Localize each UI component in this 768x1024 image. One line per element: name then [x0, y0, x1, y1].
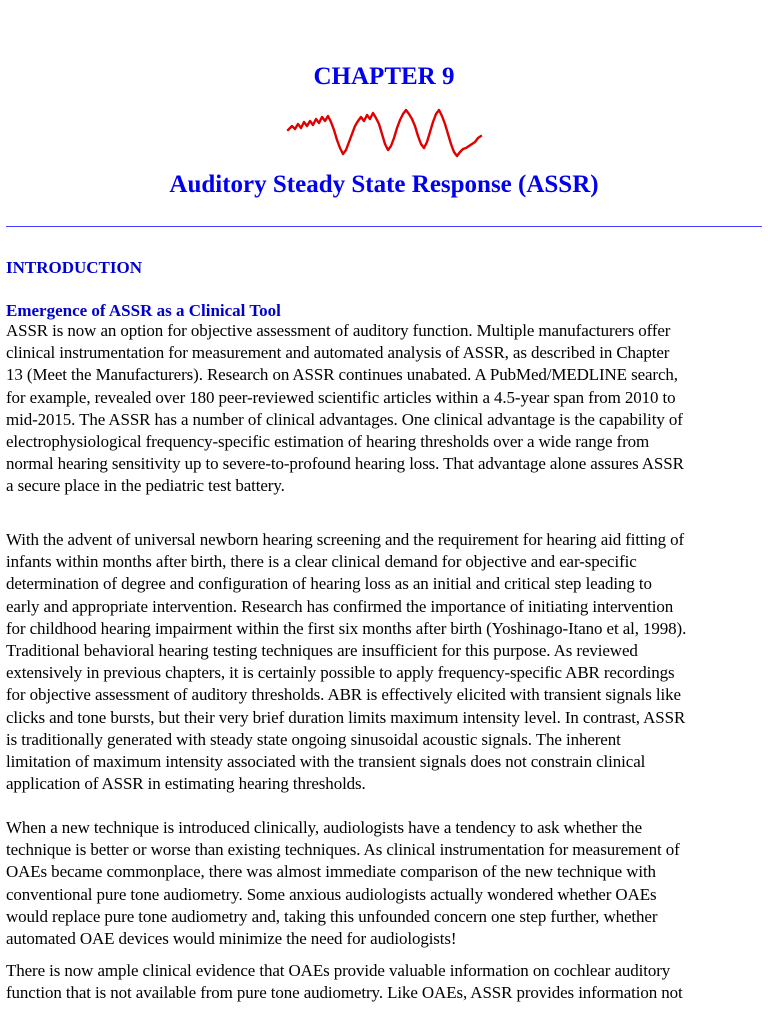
paragraph-line: 13 (Meet the Manufacturers). Research on ASSR continues unabated. A PubMed/MEDLINE search, — [6, 365, 678, 385]
paragraph-line: With the advent of universal newborn hearing screening and the requirement for hearing aid fitting of — [6, 530, 685, 549]
section-heading: INTRODUCTION — [6, 258, 143, 277]
paragraph-line: Traditional behavioral hearing testing techniques are insufficient for this purpose. As reviewed — [6, 641, 638, 661]
paragraph-line: limitation of maximum intensity associated with the transient signals does not constrain clinical — [6, 752, 646, 772]
paragraph-line: for childhood hearing impairment within the first six months after birth (Yoshinago-Itano et al, 1998). — [6, 618, 687, 638]
paragraph-1 — [6, 320, 766, 498]
waveform-line — [288, 110, 481, 156]
paragraph-line: automated OAE devices would minimize the need for audiologists! — [6, 929, 457, 949]
paragraph-line: a secure place in the pediatric test battery. — [6, 476, 285, 496]
paragraph-line: determination of degree and configuration of hearing loss as an initial and critical step leading to — [6, 574, 652, 594]
paragraph-line: for example, revealed over 180 peer-reviewed scientific articles within a 4.5-year span from 2010 to — [6, 387, 676, 407]
paragraph-line: is traditionally generated with steady state ongoing sinusoidal acoustic signals. The inherent — [6, 729, 621, 749]
paragraph-line: application of ASSR in estimating hearing thresholds. — [6, 774, 366, 794]
paragraph-line: There is now ample clinical evidence that OAEs provide valuable information on cochlear auditory — [6, 961, 671, 980]
paragraph-line: normal hearing sensitivity up to severe-to-profound hearing loss. That advantage alone assures ASSR — [6, 454, 684, 474]
paragraph-line: ASSR is now an option for objective assessment of auditory function. Multiple manufacturers offer — [6, 321, 671, 340]
paragraph-line: OAEs became commonplace, there was almost immediate comparison of the new technique with — [6, 862, 656, 882]
subsection-heading: Emergence of ASSR as a Clinical Tool — [6, 301, 281, 320]
paragraph-2 — [6, 529, 766, 795]
paragraph-line: When a new technique is introduced clinically, audiologists have a tendency to ask whether the — [6, 818, 642, 837]
waveform-graphic — [282, 104, 486, 164]
paragraph-line: function that is not available from pure tone audiometry. Like OAEs, ASSR provides information not — [6, 983, 683, 1003]
paragraph-line: mid-2015. The ASSR has a number of clinical advantages. One clinical advantage is the capability of — [6, 409, 683, 429]
paragraph-line: clinical instrumentation for measurement and automated analysis of ASSR, as described in Chapter — [6, 343, 670, 363]
paragraph-line: would replace pure tone audiometry and, taking this unfounded concern one step further, whether — [6, 906, 658, 926]
paragraph-line: infants within months after birth, there is a clear clinical demand for objective and ear-specific — [6, 552, 637, 572]
paragraph-line: technique is better or worse than existing techniques. As clinical instrumentation for measurement of — [6, 840, 680, 860]
paragraph-line: conventional pure tone audiometry. Some anxious audiologists actually wondered whether OAEs — [6, 884, 657, 904]
paragraph-line: electrophysiological frequency-specific estimation of hearing thresholds over a wide range from — [6, 432, 650, 452]
paragraph-3 — [6, 817, 766, 950]
paragraph-line: extensively in previous chapters, it is certainly possible to apply frequency-specific ABR recordings — [6, 663, 675, 683]
chapter-title: Auditory Steady State Response (ASSR) — [169, 171, 599, 198]
paragraph-line: early and appropriate intervention. Research has confirmed the importance of initiating intervention — [6, 596, 674, 616]
paragraph-4 — [6, 960, 766, 1004]
paragraph-line: for objective assessment of auditory thresholds. ABR is effectively elicited with transient signals like — [6, 685, 681, 705]
paragraph-line: clicks and tone bursts, but their very brief duration limits maximum intensity level. In contrast, ASSR — [6, 707, 686, 727]
horizontal-divider — [6, 226, 762, 227]
chapter-label: CHAPTER 9 — [313, 63, 455, 90]
